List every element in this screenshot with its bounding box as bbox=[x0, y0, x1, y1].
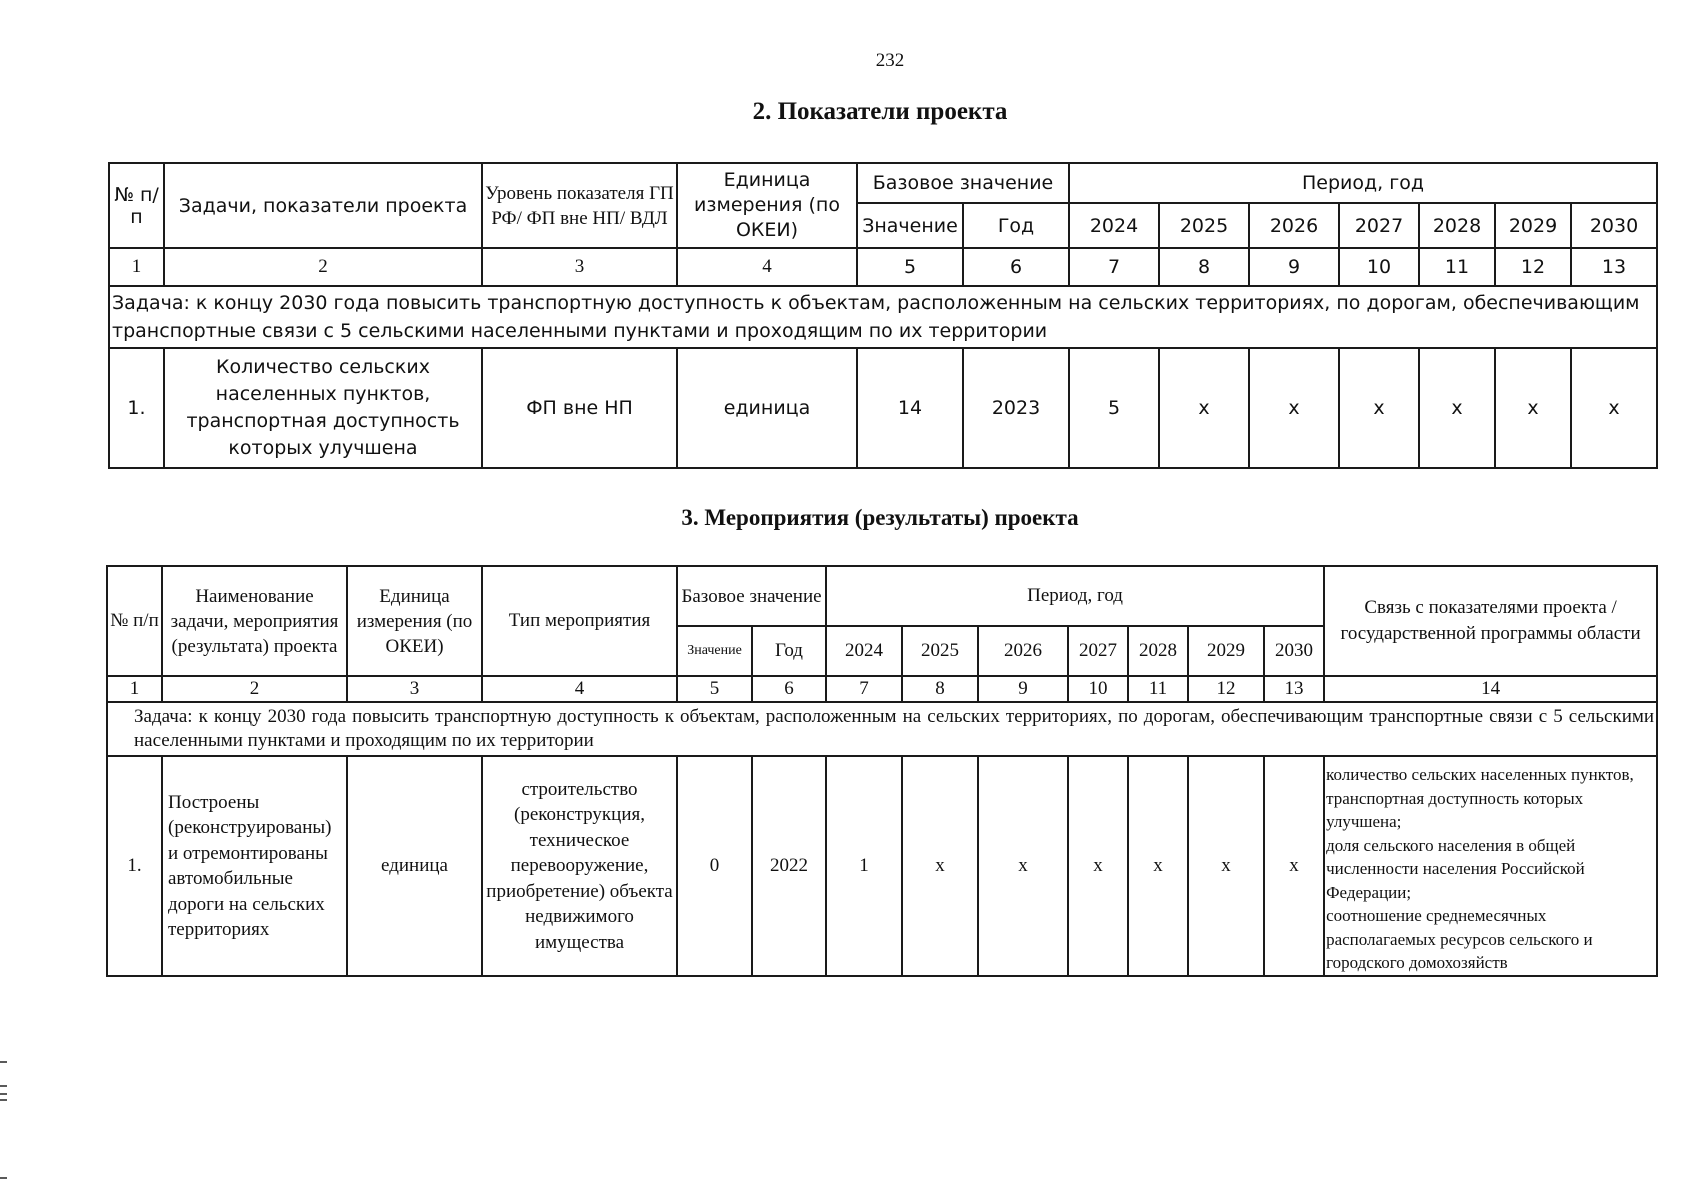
column-number: 11 bbox=[1128, 676, 1188, 702]
column-number: 10 bbox=[1339, 248, 1419, 286]
year-value: х bbox=[978, 756, 1068, 976]
year-value: х bbox=[902, 756, 978, 976]
column-number: 7 bbox=[826, 676, 902, 702]
column-number: 12 bbox=[1188, 676, 1264, 702]
project-activities-table bbox=[106, 565, 1658, 977]
column-number: 4 bbox=[677, 248, 857, 286]
header-num: № п/п bbox=[107, 566, 162, 676]
linked-indicator: количество сельских населенных пунктов, транспортная доступность которых улучшена; bbox=[1326, 765, 1634, 831]
column-number: 14 bbox=[1324, 676, 1657, 702]
header-year: 2028 bbox=[1128, 626, 1188, 676]
header-year: 2026 bbox=[1249, 203, 1339, 248]
column-number: 6 bbox=[963, 248, 1069, 286]
column-number: 13 bbox=[1571, 248, 1657, 286]
header-num: № п/п bbox=[109, 163, 164, 248]
base-value: 0 bbox=[677, 756, 752, 976]
header-year: 2027 bbox=[1068, 626, 1128, 676]
project-indicators-table bbox=[108, 162, 1658, 469]
base-year: 2023 bbox=[963, 348, 1069, 468]
header-base-year: Год bbox=[752, 626, 826, 676]
activity-name: Построены (реконструированы) и отремонтированы автомобильные дороги на сельских территориях bbox=[162, 756, 347, 976]
year-value: 1 bbox=[826, 756, 902, 976]
column-number: 1 bbox=[109, 248, 164, 286]
year-value: х bbox=[1249, 348, 1339, 468]
page-number: 232 bbox=[875, 50, 905, 71]
year-value: х bbox=[1419, 348, 1495, 468]
header-link: Связь с показателями проекта / государственной программы области bbox=[1324, 566, 1657, 676]
column-number: 1 bbox=[107, 676, 162, 702]
header-year: 2030 bbox=[1571, 203, 1657, 248]
year-value: 5 bbox=[1069, 348, 1159, 468]
header-year: 2028 bbox=[1419, 203, 1495, 248]
linked-indicator: доля сельского населения в общей численности населения Российской Федерации; bbox=[1326, 835, 1585, 902]
column-number: 13 bbox=[1264, 676, 1324, 702]
indicator-unit: единица bbox=[677, 348, 857, 468]
header-level: Уровень показателя ГП РФ/ ФП вне НП/ ВДЛ bbox=[482, 163, 677, 248]
header-tasks: Задачи, показатели проекта bbox=[164, 163, 482, 248]
column-number: 8 bbox=[902, 676, 978, 702]
base-value: 14 bbox=[857, 348, 963, 468]
scan-margin-marks bbox=[0, 0, 12, 1200]
column-number: 8 bbox=[1159, 248, 1249, 286]
header-base-year: Год bbox=[963, 203, 1069, 248]
column-number: 3 bbox=[482, 248, 677, 286]
year-value: х bbox=[1571, 348, 1657, 468]
header-type: Тип мероприятия bbox=[482, 566, 677, 676]
indicator-name: Количество сельских населенных пунктов, транспортная доступность которых улучшена bbox=[164, 348, 482, 468]
year-value: х bbox=[1264, 756, 1324, 976]
row-number: 1. bbox=[109, 348, 164, 468]
header-base-value: Значение bbox=[857, 203, 963, 248]
column-number: 11 bbox=[1419, 248, 1495, 286]
section-3-title: 3. Мероприятия (результаты) проекта bbox=[681, 505, 1079, 530]
column-number: 2 bbox=[162, 676, 347, 702]
column-number: 6 bbox=[752, 676, 826, 702]
column-number: 9 bbox=[1249, 248, 1339, 286]
column-number: 5 bbox=[677, 676, 752, 702]
row-number: 1. bbox=[107, 756, 162, 976]
column-number: 4 bbox=[482, 676, 677, 702]
header-unit: Единица измерения (по ОКЕИ) bbox=[347, 566, 482, 676]
header-unit: Единица измерения (по ОКЕИ) bbox=[677, 163, 857, 248]
header-name: Наименование задачи, мероприятия (результата) проекта bbox=[162, 566, 347, 676]
linked-indicator: соотношение среднемесячных располагаемых ресурсов сельского и городского домохозяйств bbox=[1326, 906, 1593, 972]
header-base-value: Значение bbox=[677, 626, 752, 676]
year-value: х bbox=[1339, 348, 1419, 468]
linked-indicators bbox=[1324, 756, 1657, 976]
column-number: 3 bbox=[347, 676, 482, 702]
column-number: 5 bbox=[857, 248, 963, 286]
header-year: 2024 bbox=[1069, 203, 1159, 248]
indicator-level: ФП вне НП bbox=[482, 348, 677, 468]
header-base: Базовое значение bbox=[677, 566, 826, 626]
column-number: 7 bbox=[1069, 248, 1159, 286]
year-value: х bbox=[1495, 348, 1571, 468]
section-2-title: 2. Показатели проекта bbox=[752, 98, 1008, 125]
activity-type: строительство (реконструкция, техническое перевооружение, приобретение) объекта недвижимого имущества bbox=[482, 756, 677, 976]
year-value: х bbox=[1068, 756, 1128, 976]
header-period: Период, год bbox=[826, 566, 1324, 626]
year-value: х bbox=[1188, 756, 1264, 976]
header-period: Период, год bbox=[1069, 163, 1657, 203]
header-year: 2029 bbox=[1188, 626, 1264, 676]
base-year: 2022 bbox=[752, 756, 826, 976]
header-year: 2026 bbox=[978, 626, 1068, 676]
year-value: х bbox=[1159, 348, 1249, 468]
column-number: 12 bbox=[1495, 248, 1571, 286]
column-number: 9 bbox=[978, 676, 1068, 702]
activity-unit: единица bbox=[347, 756, 482, 976]
column-number: 10 bbox=[1068, 676, 1128, 702]
header-year: 2025 bbox=[902, 626, 978, 676]
header-year: 2024 bbox=[826, 626, 902, 676]
task-description: Задача: к концу 2030 года повысить транспортную доступность к объектам, расположенным на сельских территориях, по дорогам, обеспечивающим транспортные связи с 5 сельскими населенными пунктами и проходящим по их территории bbox=[109, 286, 1657, 348]
column-number: 2 bbox=[164, 248, 482, 286]
header-year: 2030 bbox=[1264, 626, 1324, 676]
task-description: Задача: к концу 2030 года повысить транспортную доступность к объектам, расположенным на сельских территориях, по дорогам, обеспечивающим транспортные связи с 5 сельскими населенными пунктами и проходящим по их территории bbox=[107, 702, 1657, 756]
year-value: х bbox=[1128, 756, 1188, 976]
header-base: Базовое значение bbox=[857, 163, 1069, 203]
header-year: 2025 bbox=[1159, 203, 1249, 248]
header-year: 2029 bbox=[1495, 203, 1571, 248]
header-year: 2027 bbox=[1339, 203, 1419, 248]
